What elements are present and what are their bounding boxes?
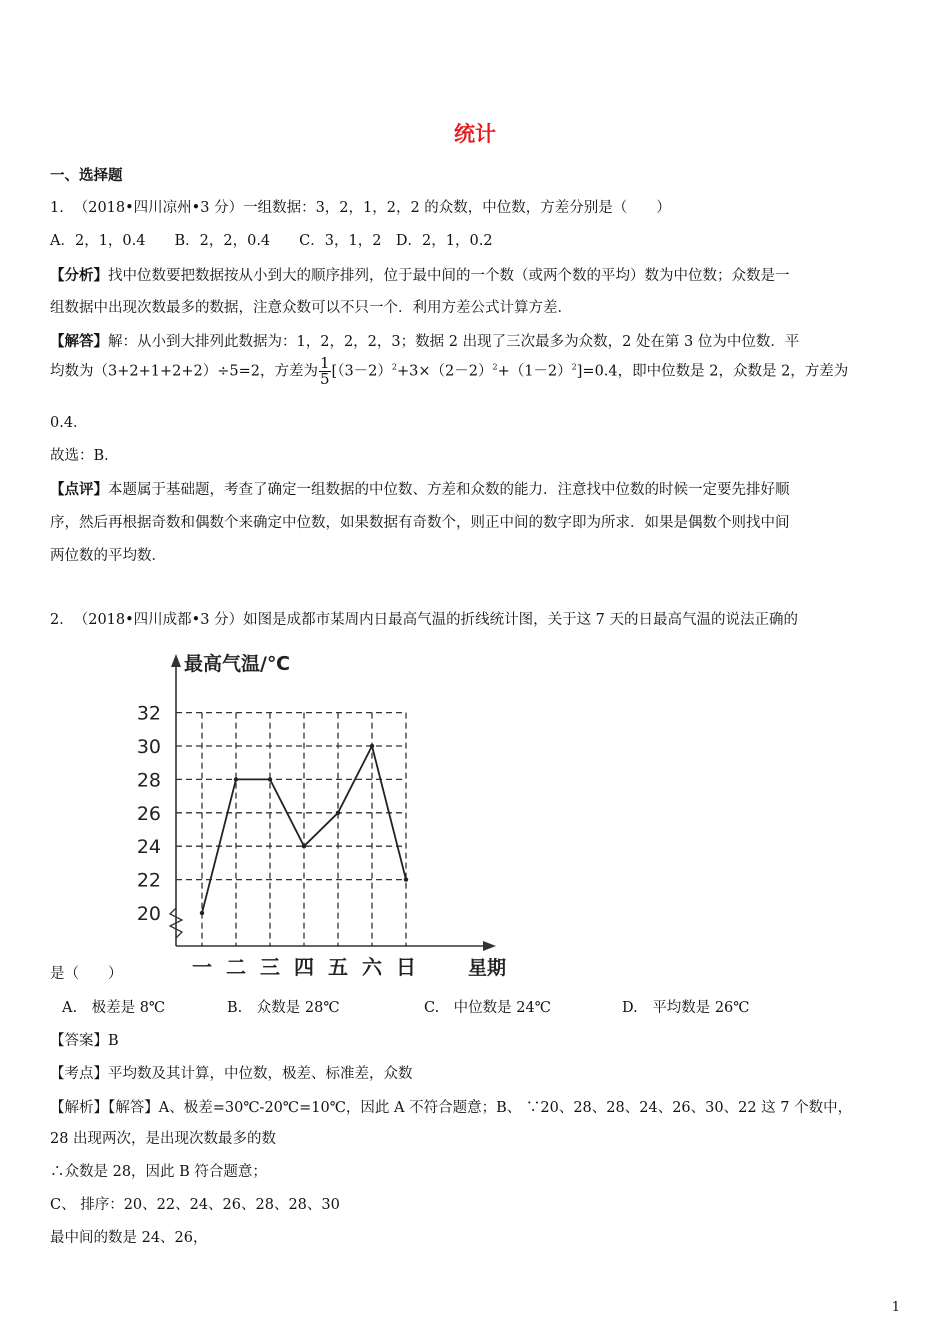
square-exponent: 2	[571, 362, 577, 372]
q2-points: 【考点】平均数及其计算，中位数，极差、标准差，众数	[50, 1066, 413, 1082]
q1-comment-line-2: 序，然后再根据奇数和偶数个来确定中位数，如果数据有奇数个，则正中间的数字即为所求．如果是偶数个则找中间	[50, 515, 790, 531]
q2-options	[62, 996, 750, 1017]
q1-answer-line-2	[50, 356, 848, 387]
fraction	[319, 356, 331, 387]
x-axis-label: 星期	[468, 957, 507, 979]
answer-text-2e: ]=0.4，即中位数是 2，众数是 2，方差为	[576, 363, 849, 380]
q2-answer: 【答案】B	[50, 1033, 119, 1049]
data-point	[268, 777, 272, 781]
answer-tag: 【解答】	[50, 334, 108, 350]
y-tick-label: 32	[136, 702, 161, 725]
option-c: C. 中位数是 24℃	[424, 1000, 551, 1016]
answer-text-2d: +（1－2）	[497, 363, 572, 380]
y-tick-label: 26	[136, 802, 161, 825]
comment-tag: 【点评】	[50, 482, 108, 498]
y-tick-label: 24	[136, 836, 161, 859]
option-d: D. 平均数是 26℃	[622, 1000, 750, 1016]
page-title: 统计	[454, 122, 496, 146]
option-a: A. 极差是 8℃	[62, 1000, 166, 1016]
q1-options: A．2，1，0.4 B．2，2，0.4 C．3，1，2 D．2，1，0.2	[50, 233, 493, 249]
q2-explain-line-5: 最中间的数是 24、26，	[50, 1230, 208, 1246]
x-tick-label: 五	[328, 955, 348, 979]
section-heading: 一、选择题	[50, 168, 123, 184]
y-tick-label: 20	[136, 903, 161, 925]
q1-answer-line-3: 0.4．	[50, 415, 88, 431]
comment-text-1: 本题属于基础题，考查了确定一组数据的中位数、方差和众数的能力．注意找中位数的时候一定要先排好顺	[108, 482, 790, 498]
y-axis-arrow	[171, 654, 181, 667]
answer-text-2a: 均数为（3+2+1+2+2）÷5=2，方差为	[50, 363, 318, 380]
answer-text-2c: +3×（2－2）	[396, 363, 493, 380]
q1-analysis-line-2: 组数据中出现次数最多的数据，注意众数可以不只一个．利用方差公式计算方差．	[50, 300, 572, 316]
q1-analysis-line-1	[50, 264, 790, 285]
q2-explain-line-4: C、 排序：20、22、24、26、28、28、30	[50, 1197, 340, 1213]
q1-stem: 1． （2018•四川凉州•3 分）一组数据：3，2，1，2，2 的众数，中位数，方差分别是（ ）	[50, 200, 671, 216]
q1-comment-line-3: 两位数的平均数．	[50, 548, 166, 564]
y-tick-label: 28	[136, 769, 161, 792]
data-point	[404, 877, 408, 881]
x-tick-label: 二	[226, 955, 246, 979]
q2-explain-line-1: 【解析】【解答】A、极差=30℃-20℃=10℃，因此 A 不符合题意；B、 ∵20、28、28、24、26、30、22 这 7 个数中，	[50, 1100, 853, 1116]
x-axis-arrow	[483, 941, 496, 951]
data-point	[302, 844, 306, 848]
q2-explain-line-3: ∴众数是 28，因此 B 符合题意；	[50, 1164, 267, 1180]
analysis-tag: 【分析】	[50, 268, 108, 284]
answer-text-2b: [（3－2）	[331, 363, 392, 380]
data-point	[234, 777, 238, 781]
chart-axes	[170, 654, 496, 951]
x-tick-labels	[192, 955, 416, 979]
q1-comment-line-1	[50, 478, 790, 499]
data-point	[370, 744, 374, 748]
data-point	[336, 811, 340, 815]
q1-choice: 故选：B．	[50, 448, 119, 464]
temperature-series	[200, 744, 408, 915]
option-b: B. 众数是 28℃	[227, 1000, 340, 1016]
x-tick-label: 三	[260, 955, 280, 979]
data-point	[200, 911, 204, 915]
q2-explain-line-2: 28 出现两次，是出现次数最多的数	[50, 1131, 277, 1147]
fraction-denominator: 5	[319, 370, 330, 388]
x-tick-label: 六	[362, 955, 382, 979]
square-exponent: 2	[391, 362, 397, 372]
square-exponent: 2	[492, 362, 498, 372]
page-number: 1	[891, 1300, 900, 1315]
analysis-text-1: 找中位数要把数据按从小到大的顺序排列，位于最中间的一个数（或两个数的平均）数为中位数；众数是一	[108, 268, 790, 284]
x-tick-label: 四	[294, 955, 314, 979]
answer-text-1: 解：从小到大排列此数据为：1，2，2，2，3；数据 2 出现了三次最多为众数，2 处在第 3 位为中位数．平	[108, 334, 800, 350]
q2-stem: 2． （2018•四川成都•3 分）如图是成都市某周内日最高气温的折线统计图，关于这 7 天的日最高气温的说法正确的	[50, 612, 799, 628]
q1-answer-line-1	[50, 330, 799, 351]
y-tick-label: 22	[136, 869, 161, 892]
y-tick-labels	[137, 703, 161, 925]
y-tick-label: 30	[136, 736, 161, 758]
x-tick-label: 一	[192, 955, 212, 979]
fraction-numerator: 1	[319, 354, 330, 372]
q2-stem-end: 是（ ）	[50, 966, 123, 982]
y-axis-label: 最高气温/℃	[184, 653, 290, 675]
temperature-line-chart	[130, 646, 510, 981]
x-tick-label: 日	[396, 955, 416, 979]
